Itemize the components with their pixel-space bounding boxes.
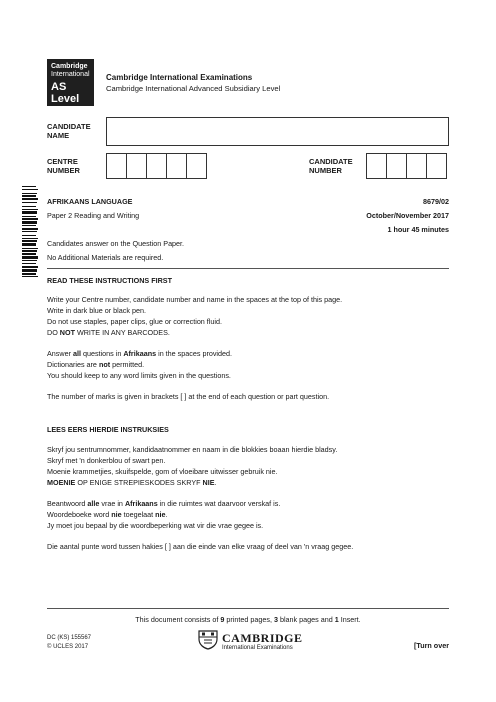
barcode-bar [22,266,38,268]
text-run: toegelaat [121,510,156,519]
logo-line-3: AS Level [51,81,80,105]
instruction-line [47,327,342,338]
copyright: © UCLES 2017 [47,644,89,650]
candidate-number-label: CANDIDATE NUMBER [309,157,353,175]
as-level-logo [47,59,94,106]
cambridge-sub: International Examinations [222,645,293,651]
text-run: Afrikaans [123,349,157,358]
barcode-bar [22,231,37,232]
text-run: 1 [334,615,339,624]
instruction-line [47,348,342,359]
barcode-bar [22,253,36,255]
instructions-heading-en: READ THESE INSTRUCTIONS FIRST [47,276,172,285]
instruction-line: Do not use staples, paper clips, glue or correction fluid. [47,317,222,326]
barcode-bar [22,195,36,197]
instruction-line [47,498,353,509]
instruction-line: Jy moet jou bepaal by die woordbeperking wat vir die vrae gegee is. [47,521,264,530]
exam-session: October/November 2017 [366,211,449,220]
digit-box[interactable] [186,153,207,179]
digit-box[interactable] [126,153,147,179]
barcode-bar [22,225,36,226]
barcode-bar [22,189,38,190]
text-run: Dictionaries are [47,360,99,369]
text-run: all [72,349,81,358]
barcode-bar [22,193,37,194]
barcode-bar [22,216,36,217]
instruction-line: Moenie krammetjies, skuifspelde, gom of vloeibare uitwisser gebruik nie. [47,467,278,476]
text-run: Insert. [338,615,361,624]
candidate-name-field[interactable] [106,117,449,146]
instruction-line: Skryf jou sentrumnommer, kandidaatnommer en naam in die blokkies boaan hierdie bladsy. [47,445,338,454]
text-run: nie [111,510,122,519]
digit-box[interactable] [426,153,447,179]
text-run: This document consists of [135,615,221,624]
text-run: permitted. [110,360,145,369]
text-run: Answer [47,349,73,358]
paper-title: Paper 2 Reading and Writing [47,211,140,220]
text-run: nie [155,510,166,519]
instruction-line: You should keep to any word limits given in the questions. [47,371,231,380]
turn-over: [Turn over [413,641,449,650]
instructions-heading-af: LEES EERS HIERDIE INSTRUKSIES [47,425,169,434]
barcode-bar [22,243,36,246]
text-run: questions in [80,349,124,358]
divider [47,608,449,609]
barcode-bar [22,221,37,224]
text-run: vrae in [99,499,125,508]
text-run: OP ENIGE STREPIESKODES SKRYF [75,478,203,487]
digit-box[interactable] [166,153,187,179]
instructions-af [47,444,353,552]
barcode-bar [22,250,37,252]
instructions-en [47,294,342,402]
barcode [18,186,40,280]
text-run: WRITE IN ANY BARCODES. [74,328,170,337]
exam-duration: 1 hour 45 minutes [387,225,449,234]
text-run: NOT [59,328,75,337]
centre-number-label: CENTRE NUMBER [47,157,80,175]
text-run: 3 [273,615,278,624]
text-run: Beantwoord [47,499,88,508]
digit-box[interactable] [146,153,167,179]
barcode-bar [22,260,37,261]
barcode-bar [22,263,36,264]
instruction-line: Write your Centre number, candidate number and name in the spaces at the top of this page. [47,295,343,304]
text-run: DO [47,328,60,337]
materials-line-1: Candidates answer on the Question Paper. [47,239,185,248]
text-run: in die ruimtes wat daarvoor verskaf is. [157,499,281,508]
text-run: not [98,360,111,369]
barcode-bar [22,209,38,210]
cambridge-crest-icon [197,630,219,650]
barcode-bar [22,228,38,230]
cambridge-wordmark: CAMBRIDGE [222,631,303,645]
instruction-line: The number of marks is given in brackets [ ] at the end of each question or part question. [47,392,330,401]
instruction-line: Skryf met 'n donkerblou of swart pen. [47,456,166,465]
qualification: Cambridge International Advanced Subsidiary Level [106,84,281,93]
barcode-bar [22,273,36,275]
barcode-bar [22,238,38,239]
instruction-line: MOENIE OP ENIGE STREPIESKODES SKRYF NIE. [47,478,217,487]
paper-code: 8679/02 [423,197,449,206]
barcode-bar [22,276,38,277]
instruction-line: Woordeboeke word nie toegelaat nie. [47,510,168,519]
page-count-note [0,614,496,625]
digit-box[interactable] [366,153,387,179]
instruction-line [47,359,342,370]
candidate-number-field[interactable] [366,153,447,179]
barcode-bar [22,218,38,220]
logo-line-1: Cambridge [51,63,88,70]
digit-box[interactable] [386,153,407,179]
barcode-bar [22,211,37,214]
barcode-bar [22,269,37,272]
instruction-line: Die aantal punte word tussen hakies [ ] aan die einde van elke vraag of deel van 'n vraag gegee. [47,542,354,551]
barcode-bar [22,202,37,203]
exam-board: Cambridge International Examinations [106,73,253,82]
text-run: in the spaces provided. [156,349,233,358]
candidate-name-label: CANDIDATE NAME [47,122,91,140]
barcode-bar [22,198,38,200]
logo-line-2: International [51,71,90,78]
text-run: blank pages and [277,615,335,624]
text-run: alle [87,499,100,508]
barcode-bar [22,240,37,242]
text-run: 9 [220,615,225,624]
text-run: MOENIE [47,478,76,487]
barcode-bar [22,235,36,236]
barcode-bar [22,206,36,207]
digit-box[interactable] [406,153,427,179]
centre-number-field[interactable] [106,153,207,179]
document-reference: DC (KS) 155567 [47,635,92,641]
text-run: printed pages, [224,615,274,624]
barcode-bar [22,186,36,187]
text-run: NIE [202,478,215,487]
instruction-line: Write in dark blue or black pen. [47,306,146,315]
subject-title: AFRIKAANS LANGUAGE [47,197,133,206]
materials-line-2: No Additional Materials are required. [47,253,164,262]
barcode-bar [22,248,38,249]
divider [47,268,449,269]
barcode-bar [22,256,38,259]
text-run: Woordeboeke word [47,510,112,519]
text-run: Afrikaans [124,499,158,508]
digit-box[interactable] [106,153,127,179]
